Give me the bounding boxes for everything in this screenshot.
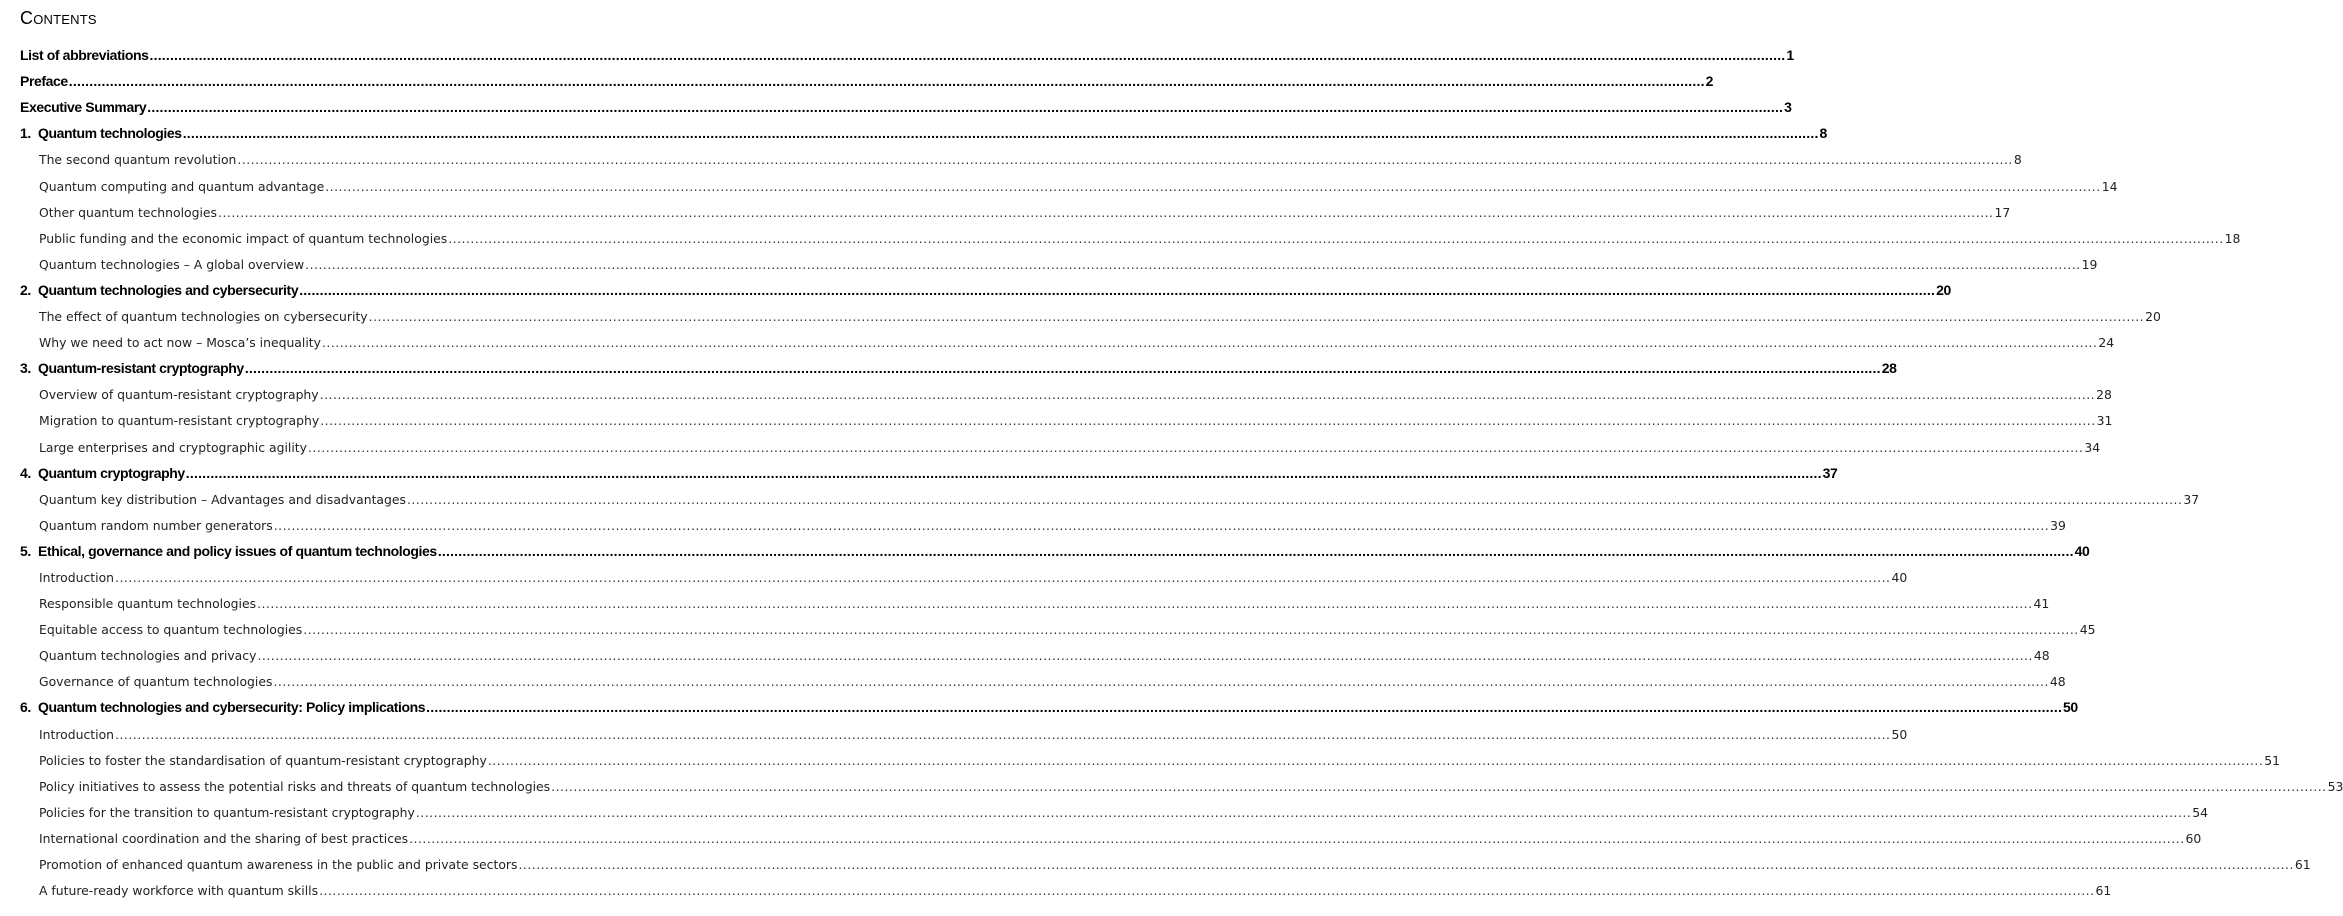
toc-section-entry[interactable] [0, 486, 2200, 512]
toc-entry-page-number: 3 [1784, 99, 1792, 116]
dot-leader: ................................................................................................................................................................................................................................................................................................................................................................................................................ [305, 256, 2081, 272]
toc-entry-page-number: 61 [2095, 883, 2112, 899]
dot-leader: ................................................................................................................................................................................................................................................................................................................................................................................................................ [218, 204, 1994, 220]
toc-entry-page-number: 60 [2185, 830, 2202, 846]
toc-chapter-entry[interactable] [0, 355, 1897, 381]
toc-entry-number: 3. [20, 360, 31, 377]
toc-section-entry[interactable] [0, 433, 2101, 459]
dot-leader: ................................................................................................................................................................................................................................................................................................................................................................................................................ [147, 99, 1784, 116]
dot-leader: ................................................................................................................................................................................................................................................................................................................................................................................................................ [115, 569, 1891, 585]
toc-chapter-entry[interactable] [0, 120, 1827, 146]
toc-entry-page-number: 37 [2183, 491, 2200, 507]
toc-section-entry[interactable] [0, 747, 2281, 773]
toc-section-entry[interactable] [0, 590, 2050, 616]
toc-entry-page-number: 28 [1881, 360, 1897, 377]
dot-leader: ................................................................................................................................................................................................................................................................................................................................................................................................................ [319, 387, 2096, 403]
dot-leader: ................................................................................................................................................................................................................................................................................................................................................................................................................ [244, 360, 1881, 377]
toc-entry-label: The second quantum revolution [39, 152, 237, 168]
toc-section-entry[interactable] [0, 564, 1908, 590]
toc-entry-label: Quantum-resistant cryptography [38, 360, 244, 377]
toc-entry-page-number: 8 [2013, 152, 2022, 168]
dot-leader: ................................................................................................................................................................................................................................................................................................................................................................................................................ [426, 699, 2063, 716]
dot-leader: ................................................................................................................................................................................................................................................................................................................................................................................................................ [257, 648, 2033, 664]
dot-leader: ................................................................................................................................................................................................................................................................................................................................................................................................................ [325, 178, 2101, 194]
toc-entry-number: 2. [20, 281, 31, 298]
toc-entry-page-number: 41 [2033, 596, 2050, 612]
toc-entry-label: Other quantum technologies [39, 204, 217, 220]
toc-entry-number: 6. [20, 699, 31, 716]
toc-entry-label: Quantum technologies and privacy [39, 648, 257, 664]
dot-leader: ................................................................................................................................................................................................................................................................................................................................................................................................................ [551, 778, 2327, 794]
toc-entry-number: 1. [20, 125, 31, 142]
toc-section-entry[interactable] [0, 825, 2202, 851]
toc-entry-page-number: 1 [1786, 47, 1794, 64]
toc-entry-page-number: 53 [2327, 778, 2343, 794]
dot-leader: ................................................................................................................................................................................................................................................................................................................................................................................................................ [319, 883, 2095, 899]
toc-section-entry[interactable] [0, 877, 2112, 903]
toc-entry-label: Quantum random number generators [39, 517, 273, 533]
dot-leader: ................................................................................................................................................................................................................................................................................................................................................................................................................ [68, 73, 1705, 90]
toc-entry-page-number: 48 [2049, 674, 2066, 690]
dot-leader: ................................................................................................................................................................................................................................................................................................................................................................................................................ [437, 542, 2074, 559]
toc-entry-label: Ethical, governance and policy issues of quantum technologies [38, 542, 437, 559]
toc-entry-label: List of abbreviations [20, 47, 149, 64]
toc-entry-label: Quantum technologies – A global overview [39, 256, 305, 272]
toc-chapter-entry[interactable] [0, 42, 1794, 68]
toc-entry-label: Equitable access to quantum technologies [39, 622, 303, 638]
toc-entry-page-number: 50 [2063, 699, 2078, 716]
toc-section-entry[interactable] [0, 172, 2118, 198]
toc-entry-label: Overview of quantum-resistant cryptography [39, 387, 319, 403]
toc-section-entry[interactable] [0, 512, 2066, 538]
toc-entry-label: Why we need to act now – Mosca’s inequality [39, 335, 321, 351]
dot-leader: ................................................................................................................................................................................................................................................................................................................................................................................................................ [185, 464, 1822, 481]
toc-entry-label: Policies for the transition to quantum-resistant cryptography [39, 804, 415, 820]
toc-entry-page-number: 39 [2050, 517, 2066, 533]
toc-section-entry[interactable] [0, 799, 2209, 825]
dot-leader: ................................................................................................................................................................................................................................................................................................................................................................................................................ [406, 491, 2183, 507]
toc-entry-label: Policies to foster the standardisation of quantum-resistant cryptography [39, 752, 487, 768]
toc-section-entry[interactable] [0, 251, 2098, 277]
toc-entry-label: Quantum technologies and cybersecurity: Policy implications [38, 699, 426, 716]
dot-leader: ................................................................................................................................................................................................................................................................................................................................................................................................................ [257, 596, 2033, 612]
toc-entry-page-number: 24 [2098, 335, 2115, 351]
dot-leader: ................................................................................................................................................................................................................................................................................................................................................................................................................ [149, 47, 1786, 64]
dot-leader: ................................................................................................................................................................................................................................................................................................................................................................................................................ [237, 152, 2013, 168]
dot-leader: ................................................................................................................................................................................................................................................................................................................................................................................................................ [415, 804, 2192, 820]
toc-entry-label: Quantum technologies [38, 125, 182, 142]
toc-entry-label: Introduction [39, 726, 115, 742]
toc-section-entry[interactable] [0, 225, 2241, 251]
toc-entry-page-number: 37 [1822, 464, 1838, 481]
toc-entry-page-number: 40 [2074, 542, 2090, 559]
toc-entry-label: Responsible quantum technologies [39, 596, 257, 612]
dot-leader: ................................................................................................................................................................................................................................................................................................................................................................................................................ [409, 830, 2185, 846]
toc-section-entry[interactable] [0, 851, 2311, 877]
toc-list [0, 42, 2343, 903]
toc-entry-label: A future-ready workforce with quantum skills [39, 883, 319, 899]
page-title: Contents [20, 8, 97, 28]
toc-entry-label: Quantum technologies and cybersecurity [38, 281, 299, 298]
toc-entry-page-number: 20 [1936, 281, 1951, 298]
toc-entry-page-number: 48 [2033, 648, 2050, 664]
toc-entry-label: The effect of quantum technologies on cybersecurity [39, 309, 368, 325]
toc-entry-page-number: 34 [2084, 439, 2101, 455]
toc-entry-label: Governance of quantum technologies [39, 674, 273, 690]
toc-entry-page-number: 18 [2224, 230, 2241, 246]
toc-section-entry[interactable] [0, 773, 2343, 799]
toc-section-entry[interactable] [0, 146, 2022, 172]
toc-chapter-entry[interactable] [0, 94, 1792, 120]
toc-section-entry[interactable] [0, 303, 2161, 329]
dot-leader: ................................................................................................................................................................................................................................................................................................................................................................................................................ [182, 125, 1819, 142]
toc-entry-label: Quantum cryptography [38, 464, 185, 481]
toc-entry-label: Promotion of enhanced quantum awareness in the public and private sectors [39, 857, 518, 872]
toc-section-entry[interactable] [0, 381, 2112, 407]
toc-section-entry[interactable] [0, 407, 2113, 433]
dot-leader: ................................................................................................................................................................................................................................................................................................................................................................................................................ [320, 413, 2096, 429]
toc-entry-page-number: 31 [2096, 413, 2113, 429]
toc-section-entry[interactable] [0, 616, 2096, 642]
toc-chapter-entry[interactable] [0, 538, 2090, 564]
toc-entry-label: Executive Summary [20, 99, 147, 116]
dot-leader: ................................................................................................................................................................................................................................................................................................................................................................................................................ [273, 674, 2049, 690]
toc-entry-page-number: 54 [2192, 804, 2209, 820]
toc-entry-page-number: 8 [1819, 125, 1827, 142]
toc-entry-label: Policy initiatives to assess the potential risks and threats of quantum technologies [39, 778, 551, 794]
toc-entry-page-number: 17 [1994, 204, 2011, 220]
toc-entry-label: Migration to quantum-resistant cryptography [39, 413, 320, 429]
toc-chapter-entry[interactable] [0, 68, 1714, 94]
toc-entry-page-number: 40 [1891, 569, 1908, 585]
toc-entry-label: Large enterprises and cryptographic agility [39, 439, 307, 455]
toc-entry-page-number: 20 [2145, 309, 2161, 325]
toc-entry-label: Quantum computing and quantum advantage [39, 178, 325, 194]
dot-leader: ................................................................................................................................................................................................................................................................................................................................................................................................................ [368, 309, 2145, 325]
toc-entry-label: International coordination and the sharing of best practices [39, 830, 409, 846]
toc-entry-page-number: 19 [2081, 256, 2098, 272]
toc-entry-label: Public funding and the economic impact of quantum technologies [39, 230, 448, 246]
toc-entry-number: 5. [20, 542, 31, 559]
toc-entry-label: Introduction [39, 569, 115, 585]
dot-leader: ................................................................................................................................................................................................................................................................................................................................................................................................................ [448, 230, 2224, 246]
toc-entry-page-number: 28 [2096, 387, 2112, 403]
dot-leader: ................................................................................................................................................................................................................................................................................................................................................................................................................ [307, 439, 2084, 455]
toc-section-entry[interactable] [0, 668, 2066, 694]
dot-leader: ................................................................................................................................................................................................................................................................................................................................................................................................................ [321, 335, 2098, 351]
toc-entry-label: Quantum key distribution – Advantages and disadvantages [39, 491, 406, 507]
dot-leader: ................................................................................................................................................................................................................................................................................................................................................................................................................ [115, 726, 1891, 742]
toc-section-entry[interactable] [0, 642, 2050, 668]
toc-section-entry[interactable] [0, 329, 2115, 355]
toc-entry-page-number: 45 [2079, 622, 2096, 638]
dot-leader: ................................................................................................................................................................................................................................................................................................................................................................................................................ [273, 517, 2050, 533]
toc-chapter-entry[interactable] [0, 460, 1838, 486]
toc-section-entry[interactable] [0, 720, 1908, 746]
dot-leader: ................................................................................................................................................................................................................................................................................................................................................................................................................ [487, 752, 2264, 768]
toc-entry-page-number: 2 [1705, 73, 1714, 90]
dot-leader: ................................................................................................................................................................................................................................................................................................................................................................................................................ [299, 281, 1936, 298]
dot-leader: ................................................................................................................................................................................................................................................................................................................................................................................................................ [303, 622, 2079, 638]
toc-entry-label: Preface [20, 73, 68, 90]
toc-entry-page-number: 51 [2264, 752, 2281, 768]
toc-entry-page-number: 14 [2101, 178, 2118, 194]
toc-chapter-entry[interactable] [0, 277, 1951, 303]
toc-entry-page-number: 50 [1891, 726, 1908, 742]
toc-entry-number: 4. [20, 464, 31, 481]
toc-entry-page-number: 61 [2294, 857, 2311, 872]
dot-leader: ................................................................................................................................................................................................................................................................................................................................................................................................................ [518, 857, 2294, 872]
toc-section-entry[interactable] [0, 199, 2011, 225]
toc-chapter-entry[interactable] [0, 694, 2078, 720]
